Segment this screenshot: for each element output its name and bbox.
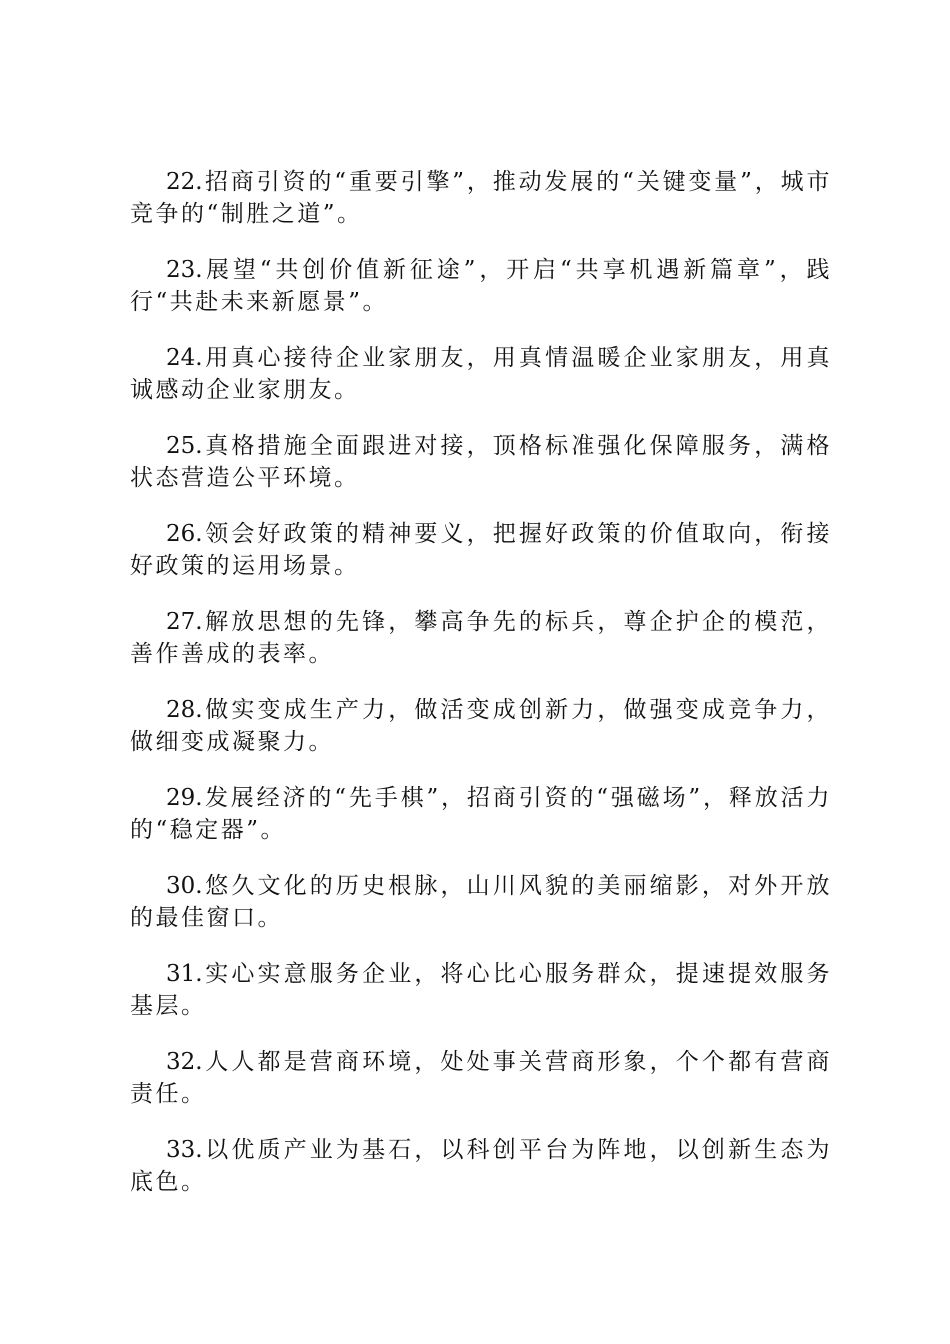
document-body: [130, 166, 832, 1222]
list-item-29: [130, 782, 832, 846]
item-text: 展望“共创价值新征途”，开启“共享机遇新篇章”，践行“共赴未来新愿景”。: [130, 257, 832, 315]
item-number: 29.: [166, 785, 203, 811]
list-item-31: [130, 958, 832, 1022]
item-text: 悠久文化的历史根脉，山川风貌的美丽缩影，对外开放的最佳窗口。: [130, 873, 832, 931]
item-number: 28.: [166, 697, 203, 723]
item-number: 32.: [166, 1049, 203, 1075]
item-number: 33.: [166, 1137, 203, 1163]
item-text: 领会好政策的精神要义，把握好政策的价值取向，衔接好政策的运用场景。: [130, 521, 832, 579]
item-number: 24.: [166, 345, 203, 371]
list-item-27: [130, 606, 832, 670]
item-text: 做实变成生产力，做活变成创新力，做强变成竞争力，做细变成凝聚力。: [130, 697, 832, 755]
list-item-24: [130, 342, 832, 406]
list-item-25: [130, 430, 832, 494]
item-number: 31.: [166, 961, 203, 987]
item-text: 发展经济的“先手棋”，招商引资的“强磁场”，释放活力的“稳定器”。: [130, 785, 832, 843]
item-number: 25.: [166, 433, 203, 459]
list-item-26: [130, 518, 832, 582]
item-text: 解放思想的先锋，攀高争先的标兵，尊企护企的模范，善作善成的表率。: [130, 609, 832, 667]
list-item-22: [130, 166, 832, 230]
item-number: 26.: [166, 521, 203, 547]
item-text: 实心实意服务企业，将心比心服务群众，提速提效服务基层。: [130, 961, 832, 1019]
item-text: 人人都是营商环境，处处事关营商形象，个个都有营商责任。: [130, 1049, 832, 1107]
list-item-23: [130, 254, 832, 318]
item-text: 真格措施全面跟进对接，顶格标准强化保障服务，满格状态营造公平环境。: [130, 433, 832, 491]
list-item-28: [130, 694, 832, 758]
item-number: 22.: [166, 169, 203, 195]
item-text: 以优质产业为基石，以科创平台为阵地，以创新生态为底色。: [130, 1137, 832, 1195]
item-number: 30.: [166, 873, 203, 899]
list-item-30: [130, 870, 832, 934]
list-item-32: [130, 1046, 832, 1110]
item-number: 27.: [166, 609, 203, 635]
item-number: 23.: [166, 257, 203, 283]
item-text: 用真心接待企业家朋友，用真情温暖企业家朋友，用真诚感动企业家朋友。: [130, 345, 832, 403]
item-text: 招商引资的“重要引擎”，推动发展的“关键变量”，城市竞争的“制胜之道”。: [130, 169, 832, 227]
list-item-33: [130, 1134, 832, 1198]
